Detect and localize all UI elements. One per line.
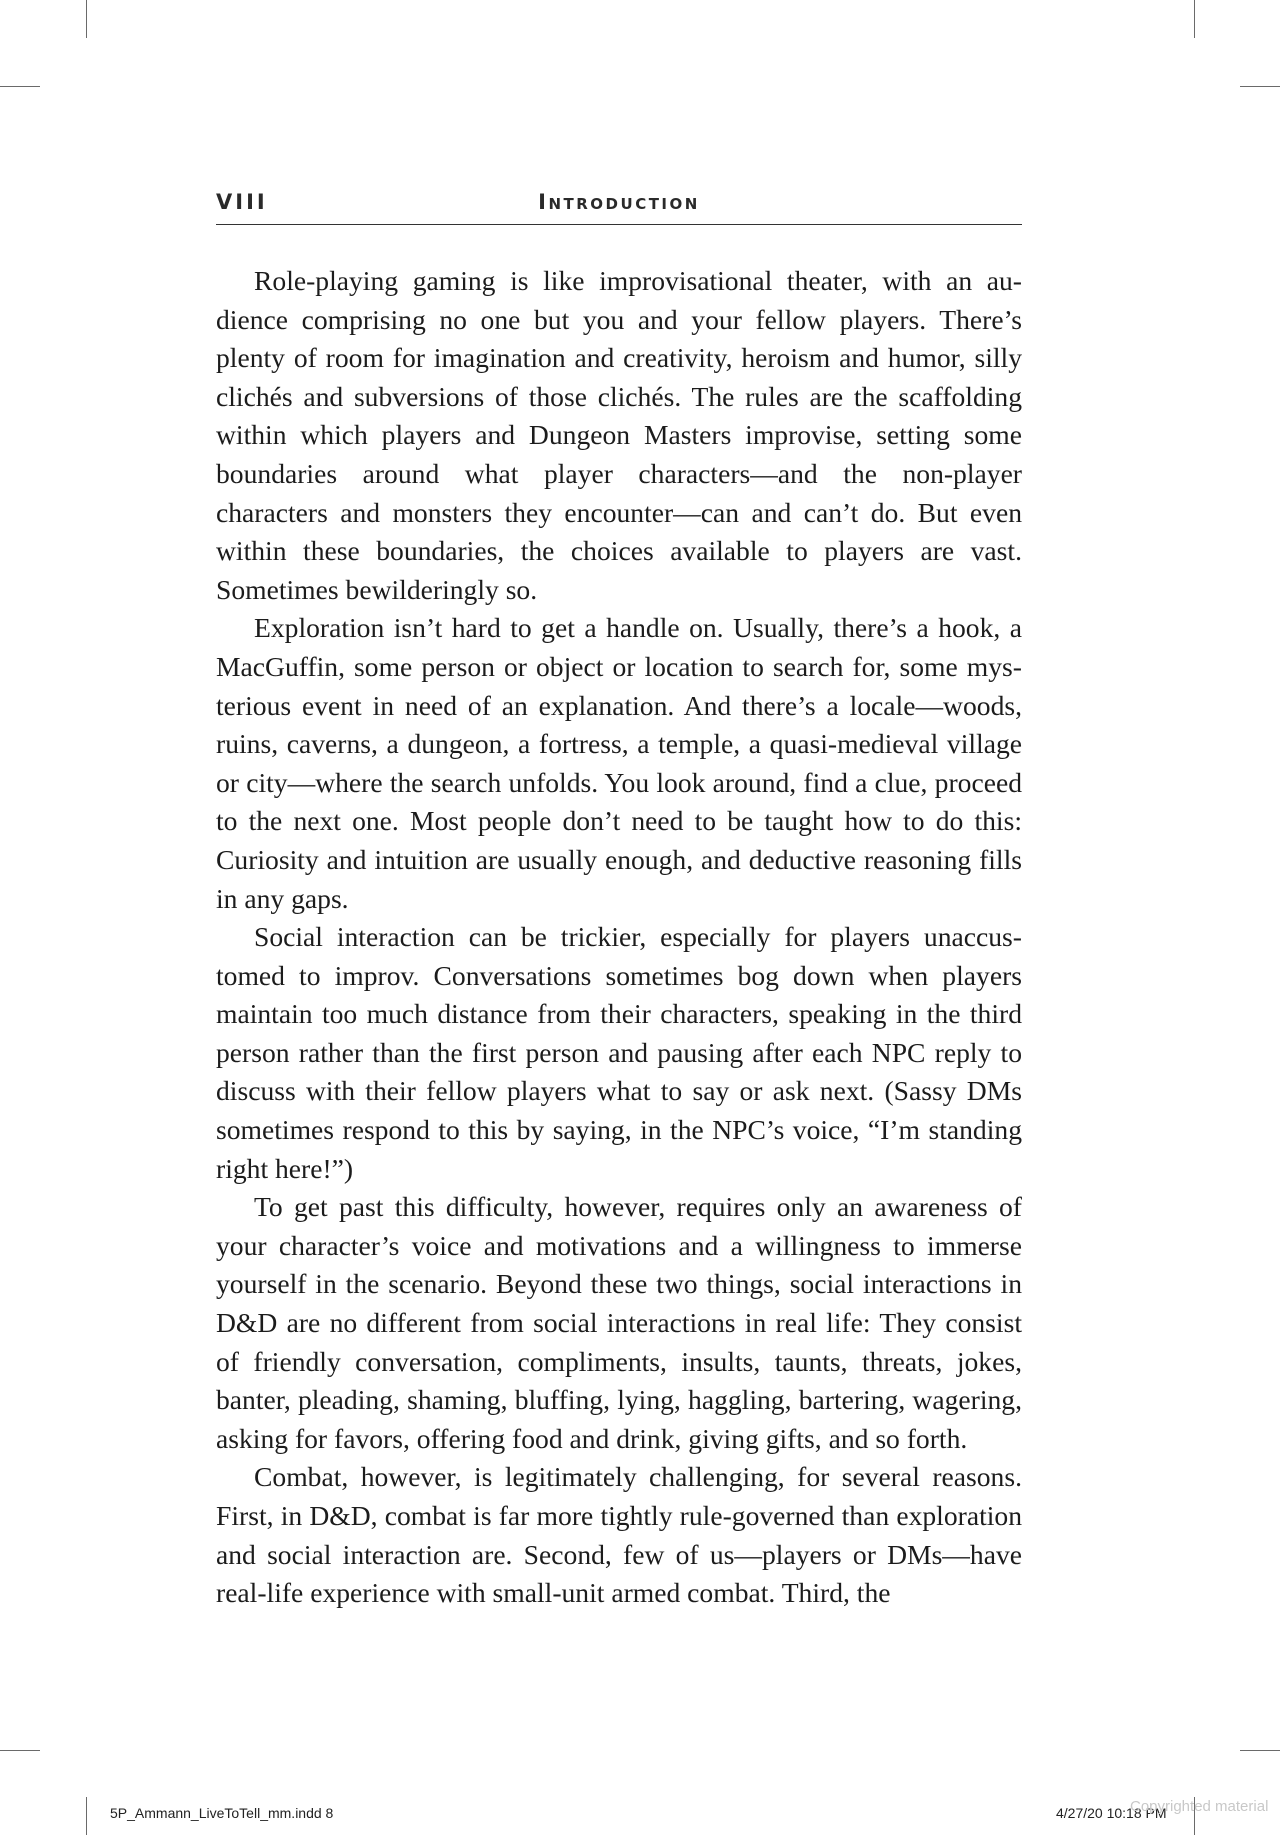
page-number: VIII: [216, 190, 268, 214]
crop-mark-left-lower: [0, 1750, 40, 1751]
crop-mark-top-left: [86, 0, 87, 38]
crop-mark-bottom-left: [86, 1797, 87, 1835]
paragraph: Combat, however, is legitimately challenging, for several reasons. First, in D&D, combat is far more tightly rule-governed than exploration and social interaction are. Second, few of us—players or DMs—have real-life experience with small-unit armed combat. Third, the: [216, 1461, 1022, 1609]
paragraph: Social interaction can be trickier, especially for players unaccustomed to improv. Conversations sometimes bog down when players maintain too much distance from their characters, speaking in the third person rather than the first person and pausing after each NPC reply to discuss with their fellow players what to say or ask next. (Sassy DMs sometimes respond to this by saying, in the NPC’s voice, “I’m standing right here!”): [216, 921, 1022, 1184]
body-text: [216, 262, 1022, 1613]
paragraph: To get past this difficulty, however, requires only an awareness of your character’s voice and motivations and a willingness to immerse yourself in the scenario. Beyond these two things, social interactions in D&D are no different from social interactions in real life: They consist of friendly conversation, compliments, insults, taunts, threats, jokes, banter, pleading, shaming, bluffing, lying, haggling, bartering, wagering, asking for favors, offering food and drink, giving gifts, and so forth.: [216, 1191, 1022, 1454]
copyright-watermark: Copyrighted material: [1130, 1798, 1269, 1815]
paragraph: Exploration isn’t hard to get a handle on. Usually, there’s a hook, a MacGuffin, some person or object or location to search for, some mysterious event in need of an explanation. And there’s a locale—woods, ruins, caverns, a dungeon, a fortress, a temple, a quasi-medieval village or city—where the search unfolds. You look around, find a clue, proceed to the next one. Most people don’t need to be taught how to do this: Curiosity and intuition are usually enough, and deductive reasoning fills in any gaps.: [216, 612, 1022, 914]
crop-mark-right-lower: [1240, 1750, 1280, 1751]
chapter-title: Introduction: [538, 190, 700, 214]
running-head: [216, 184, 1022, 225]
paragraph: Role-playing gaming is like improvisational theater, with an audience comprising no one but you and your fellow players. There’s plenty of room for imagination and creativity, heroism and humor, silly clichés and subversions of those clichés. The rules are the scaffolding within which players and Dungeon Masters improvise, setting some boundaries around what player characters—and the non-player characters and monsters they encounter—can and can’t do. But even within these boundaries, the choices available to players are vast. Sometimes bewilderingly so.: [216, 265, 1022, 605]
crop-mark-left-upper: [0, 86, 40, 87]
crop-mark-top-right: [1194, 0, 1195, 38]
crop-mark-right-upper: [1240, 86, 1280, 87]
slug-datetime: 4/27/20 10:18 PM: [1056, 1805, 1167, 1821]
slug-filename: 5P_Ammann_LiveToTell_mm.indd 8: [110, 1805, 334, 1821]
